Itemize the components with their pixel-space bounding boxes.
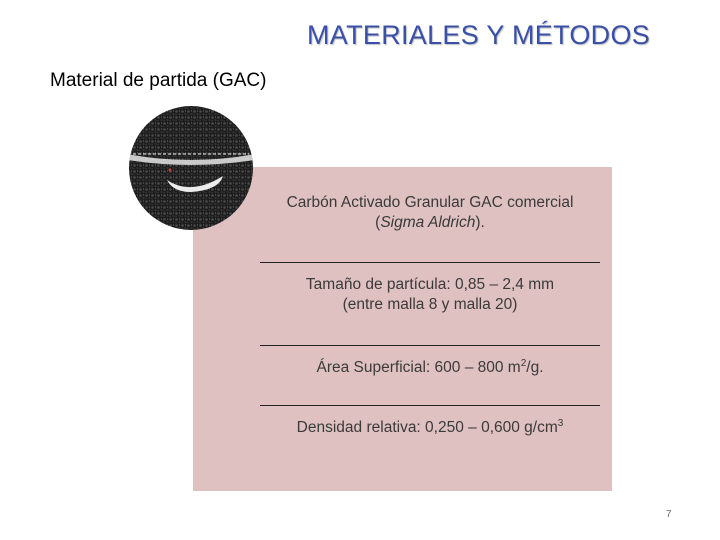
product-line-2 [255,213,605,233]
activated-carbon-photo [127,104,255,232]
surface-area [255,358,605,378]
paren-open: ( [375,214,381,231]
separator-line [260,262,600,263]
particle-size: Tamaño de partícula: 0,85 – 2,4 mm [305,276,555,293]
separator-line [260,405,600,406]
surface-area-exponent: 2 [520,357,527,369]
supplier-name: Sigma Aldrich [380,214,476,231]
particle-size-block [255,275,605,315]
product-description [255,193,605,233]
density-text: Densidad relativa: 0,250 – 0,600 g/cm [296,419,558,436]
page-number: 7 [666,509,672,520]
slide-title: MATERIALES Y MÉTODOS [307,20,651,50]
density [255,418,605,438]
slide-subtitle: Material de partida (GAC) [50,70,267,91]
density-exponent: 3 [557,417,564,429]
product-line-1: Carbón Activado Granular GAC comercial [286,194,574,211]
paren-close: ). [475,214,485,231]
surface-area-unit: /g. [526,359,544,376]
separator-line [260,345,600,346]
mesh-range: (entre malla 8 y malla 20) [342,296,518,313]
surface-area-text: Área Superficial: 600 – 800 m [316,359,521,376]
